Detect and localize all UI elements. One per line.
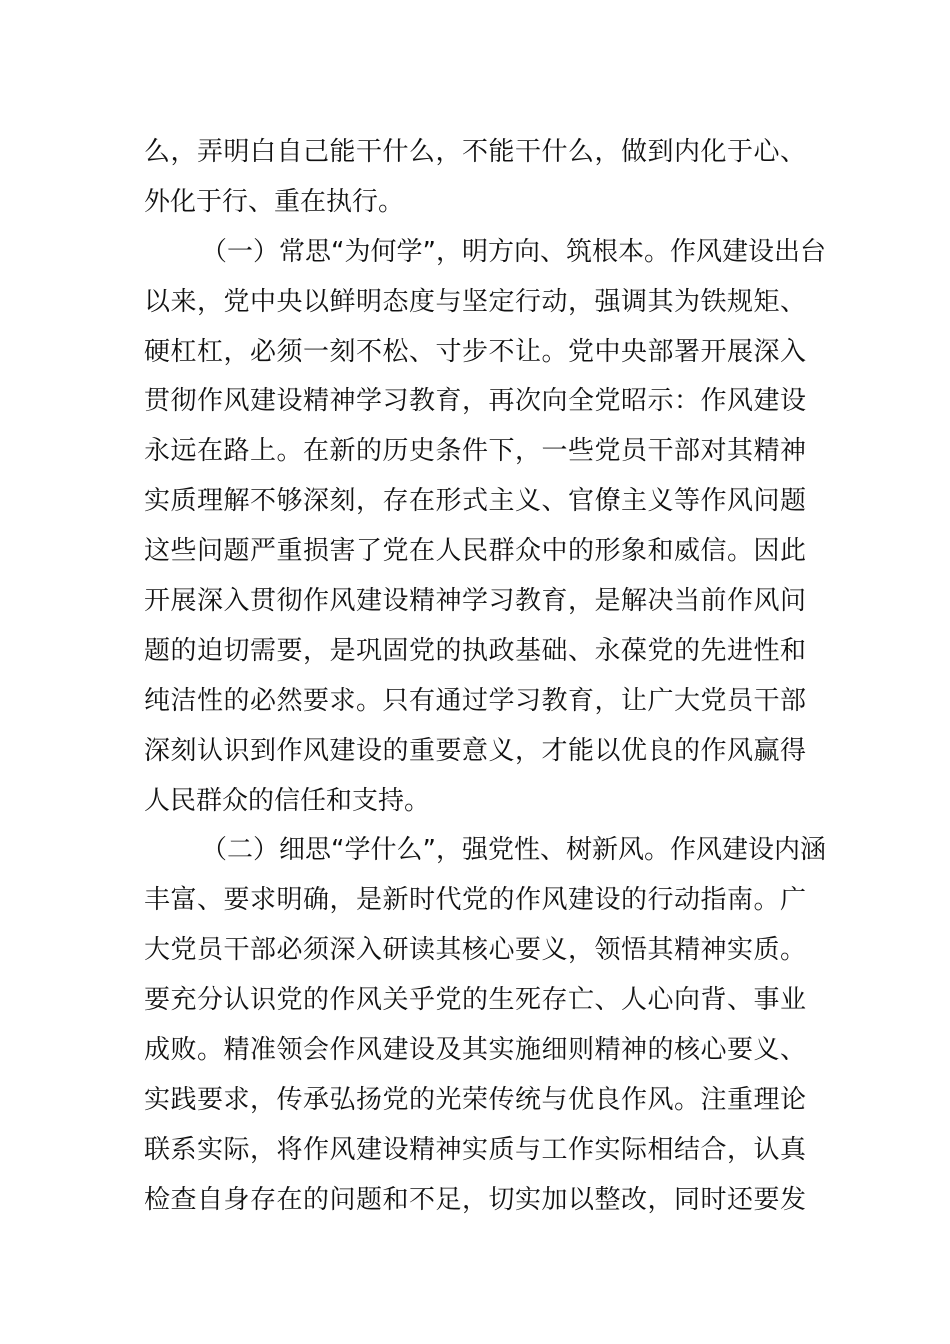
text-line: 么，弄明白自己能干什么，不能干什么，做到内化于心、 (144, 137, 806, 167)
text-line: 永远在路上。在新的历史条件下，一些党员干部对其精神 (144, 436, 806, 467)
text-line: 人民群众的信任和支持。 (144, 785, 431, 816)
text-line: 硬杠杠，必须一刻不松、寸步不让。党中央部署开展深入 (144, 336, 806, 367)
document-body (144, 128, 826, 1226)
text-line: 实质理解不够深刻，存在形式主义、官僚主义等作风问题 (144, 486, 806, 517)
text-line: 深刻认识到作风建设的重要意义，才能以优良的作风赢得 (144, 735, 806, 766)
text-line: 大党员干部必须深入研读其核心要义，领悟其精神实质。 (144, 935, 806, 966)
text-line: 这些问题严重损害了党在人民群众中的形象和威信。因此 (144, 536, 806, 567)
text-line: 题的迫切需要，是巩固党的执政基础、永葆党的先进性和 (144, 635, 806, 666)
text-line: 纯洁性的必然要求。只有通过学习教育，让广大党员干部 (144, 685, 806, 716)
text-line: 开展深入贯彻作风建设精神学习教育，是解决当前作风问 (144, 586, 806, 617)
text-line: （二）细思“学什么”，强党性、树新风。作风建设内涵 (201, 835, 826, 866)
text-line: 贯彻作风建设精神学习教育，再次向全党昭示：作风建设 (144, 386, 806, 417)
text-line: 成败。精准领会作风建设及其实施细则精神的核心要义、 (144, 1035, 806, 1066)
text-line: 实践要求，传承弘扬党的光荣传统与优良作风。注重理论 (144, 1084, 806, 1115)
text-line: 以来，党中央以鲜明态度与坚定行动，强调其为铁规矩、 (144, 286, 806, 317)
text-line: 检查自身存在的问题和不足，切实加以整改，同时还要发 (144, 1184, 806, 1215)
text-line: 要充分认识党的作风关乎党的生死存亡、人心向背、事业 (144, 985, 806, 1016)
text-line: 外化于行、重在执行。 (144, 186, 405, 217)
text-line: 丰富、要求明确，是新时代党的作风建设的行动指南。广 (144, 885, 806, 916)
text-line: 联系实际，将作风建设精神实质与工作实际相结合，认真 (144, 1134, 806, 1165)
text-line: （一）常思“为何学”，明方向、筑根本。作风建设出台 (201, 236, 826, 267)
